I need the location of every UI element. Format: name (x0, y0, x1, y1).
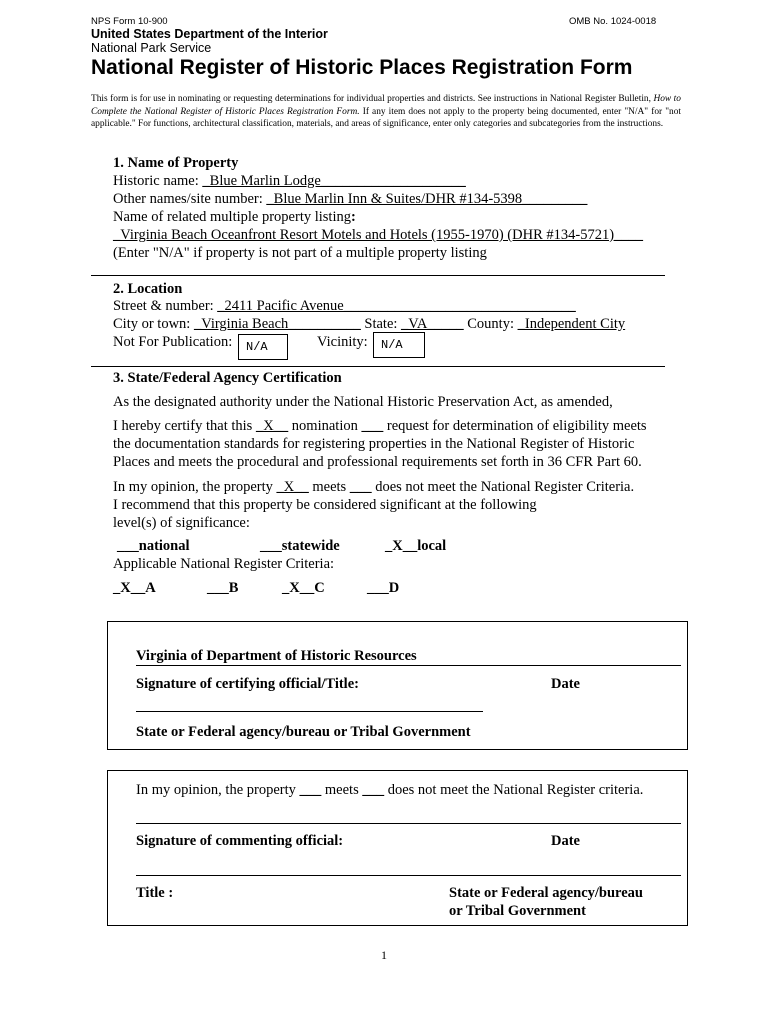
not-for-publication-field[interactable]: N/A (238, 334, 288, 360)
commenting-government-label-1: State or Federal agency/bureau (449, 885, 643, 901)
related-listing-value[interactable]: _Virginia Beach Oceanfront Resort Motels and Hotels (1955-1970) (DHR #134-5721)____ (113, 227, 644, 243)
commenting-government-label-2: or Tribal Government (449, 903, 586, 919)
certify-line-3: Places and meets the procedural and professional requirements set forth in 36 CFR Part 60. (113, 454, 642, 470)
criterion-d[interactable]: ___D (367, 580, 400, 596)
intro-paragraph: This form is for use in nominating or requesting determinations for individual properties and districts. See instructions in National Register Bulletin, How to Complete the National Register of Historic Places Registration Form. If any item does not apply to the property being documented, enter "N/A" for "not applicable." For functions, architectural classification, materials, and areas of significance, enter only categories and subcategories from the instructions. (91, 94, 682, 130)
certify-line-2: the documentation standards for registering properties in the National Register of Historic (113, 436, 635, 452)
recommend-line-1: I recommend that this property be considered significant at the following (113, 497, 537, 513)
certifying-government-label: State or Federal agency/bureau or Tribal Government (136, 724, 471, 740)
agency-line (136, 665, 681, 666)
historic-name-value[interactable]: _Blue Marlin Lodge____________________ (202, 173, 466, 189)
criteria-label: Applicable National Register Criteria: (113, 556, 335, 572)
commenting-title-label: Title : (136, 885, 174, 901)
section3-heading: 3. State/Federal Agency Certification (113, 370, 342, 386)
signature-line[interactable] (136, 711, 483, 712)
request-mark[interactable]: ___ (361, 418, 384, 434)
city-value[interactable]: _Virginia Beach__________ (193, 316, 361, 332)
commenting-date-label: Date (551, 833, 580, 849)
criterion-b[interactable]: ___B (207, 580, 239, 596)
commenting-not-meet-mark[interactable]: ___ (362, 782, 385, 798)
county-value[interactable]: _Independent City (517, 316, 626, 332)
other-names-row: Other names/site number: _Blue Marlin Inn & Suites/DHR #134-5398_________ (113, 191, 588, 207)
city-row: City or town: _Virginia Beach__________ State: _VA_____ County: _Independent City (113, 316, 626, 332)
other-names-value[interactable]: _Blue Marlin Inn & Suites/DHR #134-5398_________ (266, 191, 588, 207)
opinion-line: In my opinion, the property _X__ meets ___ does not meet the National Register Criteria. (113, 479, 635, 495)
historic-name-row: Historic name: _Blue Marlin Lodge____________________ (113, 173, 466, 189)
level-statewide[interactable]: ___statewide (260, 538, 340, 554)
related-listing-label: Name of related multiple property listing: (113, 209, 356, 225)
vicinity-field[interactable]: N/A (373, 332, 425, 358)
section2-heading: 2. Location (113, 281, 183, 297)
criterion-c[interactable]: _X__C (282, 580, 325, 596)
title-line[interactable] (136, 875, 681, 876)
level-national[interactable]: ___national (117, 538, 190, 554)
nomination-mark[interactable]: _X__ (255, 418, 289, 434)
page-title: National Register of Historic Places Registration Form (91, 56, 633, 79)
certifying-date-label: Date (551, 676, 580, 692)
signature-line[interactable] (136, 823, 681, 824)
not-for-publication-label: Not For Publication: (113, 334, 233, 350)
department-name: United States Department of the Interior (91, 27, 328, 41)
state-value[interactable]: _VA_____ (401, 316, 464, 332)
service-name: National Park Service (91, 41, 212, 55)
authority-text: As the designated authority under the National Historic Preservation Act, as amended, (113, 394, 613, 410)
page-number: 1 (381, 948, 387, 962)
agency-name: Virginia of Department of Historic Resources (136, 648, 417, 664)
commenting-meets-mark[interactable]: ___ (299, 782, 322, 798)
street-row: Street & number: _2411 Pacific Avenue________________________________ (113, 298, 576, 314)
divider (91, 275, 665, 276)
divider (91, 366, 665, 367)
na-note: (Enter "N/A" if property is not part of a multiple property listing (113, 245, 487, 261)
street-value[interactable]: _2411 Pacific Avenue________________________________ (217, 298, 576, 314)
not-meet-mark[interactable]: ___ (349, 479, 372, 495)
criterion-a[interactable]: _X__A (113, 580, 156, 596)
certifying-signature-label: Signature of certifying official/Title: (136, 676, 359, 692)
meets-mark[interactable]: _X__ (276, 479, 309, 495)
recommend-line-2: level(s) of significance: (113, 515, 250, 531)
commenting-opinion-line: In my opinion, the property ___ meets ___ does not meet the National Register criteria. (136, 782, 644, 798)
form-number: NPS Form 10-900 (91, 16, 168, 27)
section1-heading: 1. Name of Property (113, 155, 239, 171)
commenting-signature-label: Signature of commenting official: (136, 833, 344, 849)
vicinity-label: Vicinity: (317, 334, 368, 350)
certify-line-1: I hereby certify that this _X__ nomination ___ request for determination of eligibility meets (113, 418, 647, 434)
level-local[interactable]: _X__local (385, 538, 447, 554)
omb-number: OMB No. 1024-0018 (569, 16, 657, 27)
